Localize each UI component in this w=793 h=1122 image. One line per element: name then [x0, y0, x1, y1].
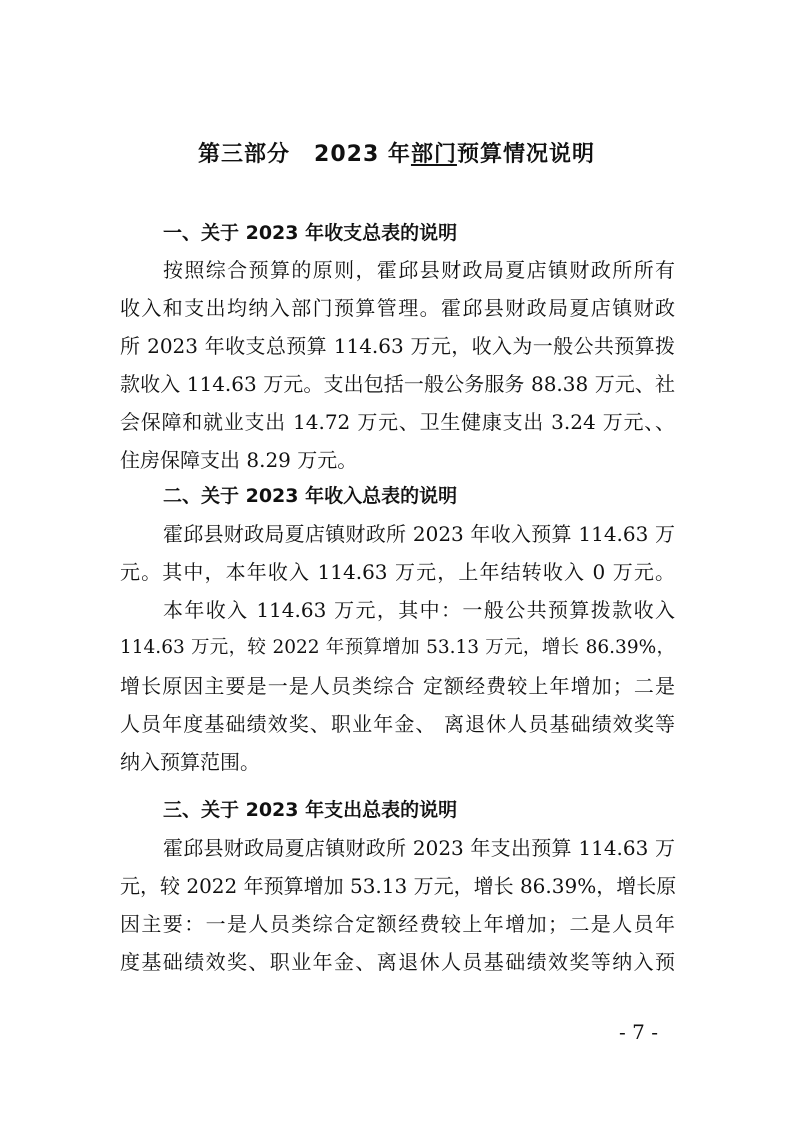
section1-line-3: 所 2023 年收支总预算 114.63 万元，收入为一般公共预算拨	[120, 334, 675, 358]
section2-heading: 二、关于 2023 年收入总表的说明	[163, 485, 458, 507]
section1-line-5: 会保障和就业支出 14.72 万元、卫生健康支出 3.24 万元、、	[120, 410, 675, 434]
section2-line-1: 霍邱县财政局夏店镇财政所 2023 年收入预算 114.63 万	[163, 522, 675, 546]
section1-line-4: 款收入 114.63 万元。支出包括一般公务服务 88.38 万元、社	[120, 372, 675, 396]
section3-line-1: 霍邱县财政局夏店镇财政所 2023 年支出预算 114.63 万	[163, 836, 675, 860]
page-number: - 7 -	[619, 1020, 658, 1044]
section2-line-5: 增长原因主要是一是人员类综合 定额经费较上年增加；二是	[120, 674, 675, 698]
section3-line-3: 因主要：一是人员类综合定额经费较上年增加；二是人员年	[120, 912, 675, 936]
section1-line-1: 按照综合预算的原则，霍邱县财政局夏店镇财政所所有	[163, 258, 675, 282]
section2-line-7: 纳入预算范围。	[120, 750, 260, 774]
section2-line-2: 元。其中，本年收入 114.63 万元，上年结转收入 0 万元。	[120, 560, 675, 584]
section1-line-6: 住房保障支出 8.29 万元。	[120, 448, 358, 472]
title-year: 2023 年	[314, 142, 411, 167]
section3-line-4: 度基础绩效奖、职业年金、离退休人员基础绩效奖等纳入预	[120, 950, 675, 974]
title-underlined-word: 部门	[410, 142, 457, 167]
section3-heading: 三、关于 2023 年支出总表的说明	[163, 799, 458, 821]
section2-line-3: 本年收入 114.63 万元，其中：一般公共预算拨款收入	[163, 598, 675, 622]
section1-line-2: 收入和支出均纳入部门预算管理。霍邱县财政局夏店镇财政	[120, 296, 675, 320]
section2-line-4: 114.63 万元，较 2022 年预算增加 53.13 万元，增长 86.39%，	[120, 637, 675, 658]
title-suffix: 预算情况说明	[456, 142, 595, 167]
title-prefix: 第三部分	[198, 142, 291, 167]
section1-heading: 一、关于 2023 年收支总表的说明	[163, 222, 458, 244]
section3-line-2: 元，较 2022 年预算增加 53.13 万元，增长 86.39%，增长原	[120, 874, 677, 898]
page-title	[0, 137, 793, 168]
section2-line-6: 人员年度基础绩效奖、职业年金、 离退休人员基础绩效奖等	[120, 712, 675, 736]
